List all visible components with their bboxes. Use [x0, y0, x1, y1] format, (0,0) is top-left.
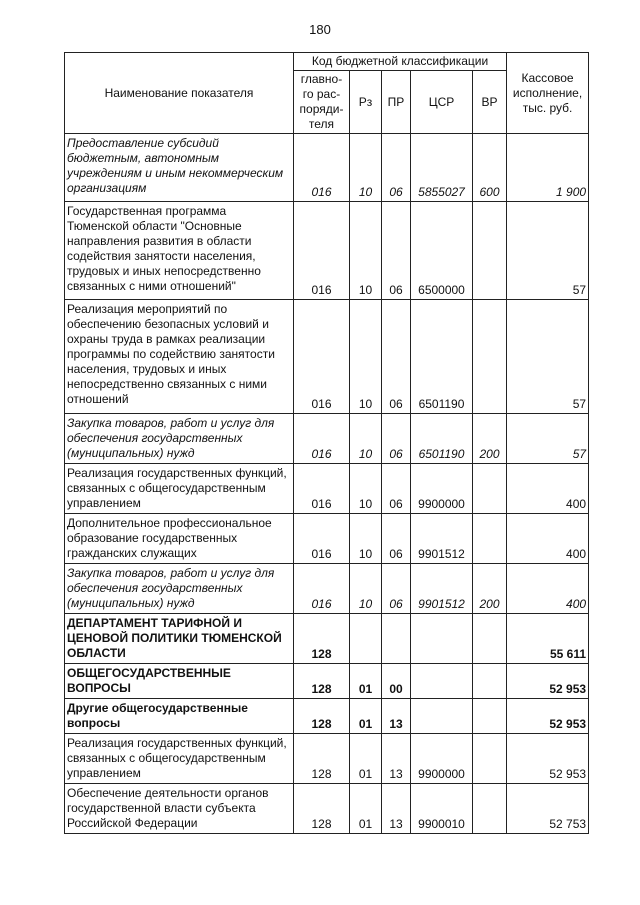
cell-vr [473, 699, 507, 734]
cell-vr [473, 734, 507, 784]
cell-pr [382, 614, 411, 664]
cell-vr: 200 [473, 564, 507, 614]
cell-glavny: 016 [294, 514, 350, 564]
cell-glavny: 016 [294, 300, 350, 414]
cell-glavny: 128 [294, 784, 350, 834]
cell-vr: 200 [473, 414, 507, 464]
cell-rz: 10 [350, 134, 382, 202]
cell-name: Другие общегосударственные вопросы [65, 699, 294, 734]
cell-glavny: 128 [294, 664, 350, 699]
cell-rz: 10 [350, 564, 382, 614]
cell-pr: 13 [382, 734, 411, 784]
table-row [65, 614, 589, 664]
cell-glavny: 016 [294, 464, 350, 514]
cell-glavny: 016 [294, 564, 350, 614]
cell-rz: 01 [350, 784, 382, 834]
cell-glavny: 016 [294, 414, 350, 464]
table-row [65, 514, 589, 564]
cell-pr: 06 [382, 464, 411, 514]
cell-pr: 06 [382, 300, 411, 414]
cell-vr [473, 784, 507, 834]
cell-rz: 10 [350, 414, 382, 464]
cell-amount: 400 [507, 514, 589, 564]
header-name: Наименование показателя [65, 53, 294, 134]
cell-pr: 06 [382, 414, 411, 464]
cell-csr [411, 614, 473, 664]
cell-amount: 52 953 [507, 734, 589, 784]
cell-amount: 57 [507, 202, 589, 300]
cell-amount: 57 [507, 300, 589, 414]
cell-name: ОБЩЕГОСУДАРСТВЕННЫЕ ВОПРОСЫ [65, 664, 294, 699]
cell-csr: 9900000 [411, 734, 473, 784]
cell-csr: 9900010 [411, 784, 473, 834]
header-pr: ПР [382, 71, 411, 134]
cell-pr: 06 [382, 202, 411, 300]
cell-pr: 06 [382, 564, 411, 614]
cell-name: Обеспечение деятельности органов государственной власти субъекта Российской Федерации [65, 784, 294, 834]
table-row [65, 699, 589, 734]
cell-vr [473, 202, 507, 300]
cell-pr: 06 [382, 134, 411, 202]
cell-amount: 400 [507, 464, 589, 514]
cell-name: Государственная программа Тюменской области "Основные направления развития в области содействия занятости населения, трудовых и иных непосредственно связанных с ними отношений" [65, 202, 294, 300]
cell-name: Реализация государственных функций, связанных с общегосударственным управлением [65, 734, 294, 784]
cell-name: Реализация государственных функций, связанных с общегосударственным управлением [65, 464, 294, 514]
cell-csr: 9901512 [411, 564, 473, 614]
cell-amount: 57 [507, 414, 589, 464]
header-csr: ЦСР [411, 71, 473, 134]
table-row [65, 664, 589, 699]
cell-vr: 600 [473, 134, 507, 202]
header-group: Код бюджетной классификации [294, 53, 507, 71]
table-row [65, 134, 589, 202]
cell-pr: 13 [382, 784, 411, 834]
cell-pr: 13 [382, 699, 411, 734]
cell-rz: 01 [350, 664, 382, 699]
cell-amount: 52 753 [507, 784, 589, 834]
cell-name: Предоставление субсидий бюджетным, автономным учреждениям и иным некоммерческим организациям [65, 134, 294, 202]
cell-vr [473, 464, 507, 514]
cell-amount: 52 953 [507, 699, 589, 734]
cell-rz: 10 [350, 464, 382, 514]
cell-vr [473, 614, 507, 664]
cell-csr: 6501190 [411, 414, 473, 464]
table-row [65, 734, 589, 784]
cell-csr [411, 699, 473, 734]
cell-vr [473, 664, 507, 699]
header-vr: ВР [473, 71, 507, 134]
cell-name: Закупка товаров, работ и услуг для обеспечения государственных (муниципальных) нужд [65, 414, 294, 464]
cell-amount: 400 [507, 564, 589, 614]
cell-pr: 06 [382, 514, 411, 564]
header-glavny: главно- го рас- поряди- теля [294, 71, 350, 134]
cell-rz: 10 [350, 300, 382, 414]
cell-glavny: 128 [294, 614, 350, 664]
cell-rz: 01 [350, 699, 382, 734]
cell-rz [350, 614, 382, 664]
table-row [65, 464, 589, 514]
cell-amount: 1 900 [507, 134, 589, 202]
header-amount: Кассовое исполнение, тыс. руб. [507, 53, 589, 134]
cell-name: Дополнительное профессиональное образование государственных гражданских служащих [65, 514, 294, 564]
cell-rz: 10 [350, 514, 382, 564]
cell-vr [473, 514, 507, 564]
cell-rz: 01 [350, 734, 382, 784]
cell-csr: 9901512 [411, 514, 473, 564]
cell-amount: 52 953 [507, 664, 589, 699]
page-number: 180 [309, 22, 331, 37]
cell-csr: 5855027 [411, 134, 473, 202]
cell-csr: 9900000 [411, 464, 473, 514]
cell-amount: 55 611 [507, 614, 589, 664]
table-row [65, 414, 589, 464]
table-body [65, 134, 589, 834]
cell-csr: 6501190 [411, 300, 473, 414]
cell-glavny: 128 [294, 734, 350, 784]
cell-glavny: 128 [294, 699, 350, 734]
cell-glavny: 016 [294, 134, 350, 202]
cell-vr [473, 300, 507, 414]
table-row [65, 564, 589, 614]
budget-table [64, 52, 589, 834]
cell-name: Закупка товаров, работ и услуг для обеспечения государственных (муниципальных) нужд [65, 564, 294, 614]
cell-name: ДЕПАРТАМЕНТ ТАРИФНОЙ И ЦЕНОВОЙ ПОЛИТИКИ ТЮМЕНСКОЙ ОБЛАСТИ [65, 614, 294, 664]
cell-name: Реализация мероприятий по обеспечению безопасных условий и охраны труда в рамках реализации программы по содействию занятости населения, трудовых и иных непосредственно связанных с ними отношений [65, 300, 294, 414]
cell-csr [411, 664, 473, 699]
header-rz: Рз [350, 71, 382, 134]
table-row [65, 300, 589, 414]
cell-rz: 10 [350, 202, 382, 300]
cell-glavny: 016 [294, 202, 350, 300]
cell-pr: 00 [382, 664, 411, 699]
table-row [65, 202, 589, 300]
table-row [65, 784, 589, 834]
cell-csr: 6500000 [411, 202, 473, 300]
